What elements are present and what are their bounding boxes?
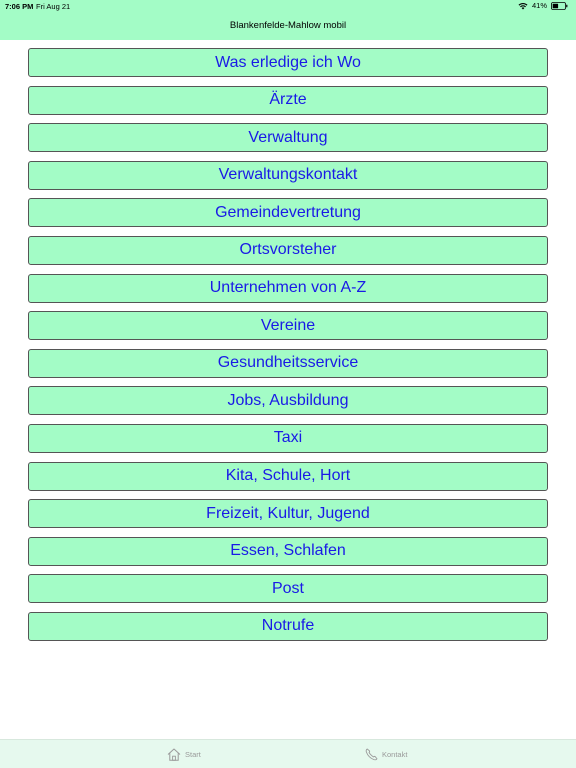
status-right: [518, 1, 568, 10]
status-time: 7:06 PM: [5, 2, 34, 11]
menu-button-notrufe[interactable]: Notrufe: [28, 612, 548, 641]
menu-button-was-erledige-ich-wo[interactable]: Was erledige ich Wo: [28, 48, 548, 77]
battery-icon: [551, 2, 568, 10]
home-icon: [167, 748, 181, 761]
menu-button-ortsvorsteher[interactable]: Ortsvorsteher: [28, 236, 548, 265]
menu-button-taxi[interactable]: Taxi: [28, 424, 548, 453]
menu-button-verwaltungskontakt[interactable]: Verwaltungskontakt: [28, 161, 548, 190]
tab-start-label: Start: [185, 750, 201, 759]
status-date: Fri Aug 21: [36, 2, 71, 11]
menu-button-post[interactable]: Post: [28, 574, 548, 603]
tab-bar: [0, 739, 576, 768]
menu-button-freizeit-kultur-jugend[interactable]: Freizeit, Kultur, Jugend: [28, 499, 548, 528]
menu-button-unternehmen[interactable]: Unternehmen von A-Z: [28, 274, 548, 303]
wifi-icon: [518, 2, 528, 10]
tab-kontakt-label: Kontakt: [382, 750, 408, 759]
menu-button-essen-schlafen[interactable]: Essen, Schlafen: [28, 537, 548, 566]
main-menu: [28, 48, 548, 650]
app-title: Blankenfelde-Mahlow mobil: [229, 20, 347, 31]
tab-kontakt[interactable]: [365, 748, 407, 761]
battery-percent: 41%: [531, 1, 547, 10]
app-header: [0, 0, 576, 40]
menu-button-gemeindevertretung[interactable]: Gemeindevertretung: [28, 198, 548, 227]
menu-button-verwaltung[interactable]: Verwaltung: [28, 123, 548, 152]
phone-icon: [365, 748, 378, 761]
menu-button-kita-schule-hort[interactable]: Kita, Schule, Hort: [28, 462, 548, 491]
tab-start[interactable]: [167, 748, 201, 761]
menu-button-aerzte[interactable]: Ärzte: [28, 86, 548, 115]
menu-button-jobs-ausbildung[interactable]: Jobs, Ausbildung: [28, 386, 548, 415]
menu-button-gesundheitsservice[interactable]: Gesundheitsservice: [28, 349, 548, 378]
status-bar: [0, 0, 576, 13]
menu-button-vereine[interactable]: Vereine: [28, 311, 548, 340]
